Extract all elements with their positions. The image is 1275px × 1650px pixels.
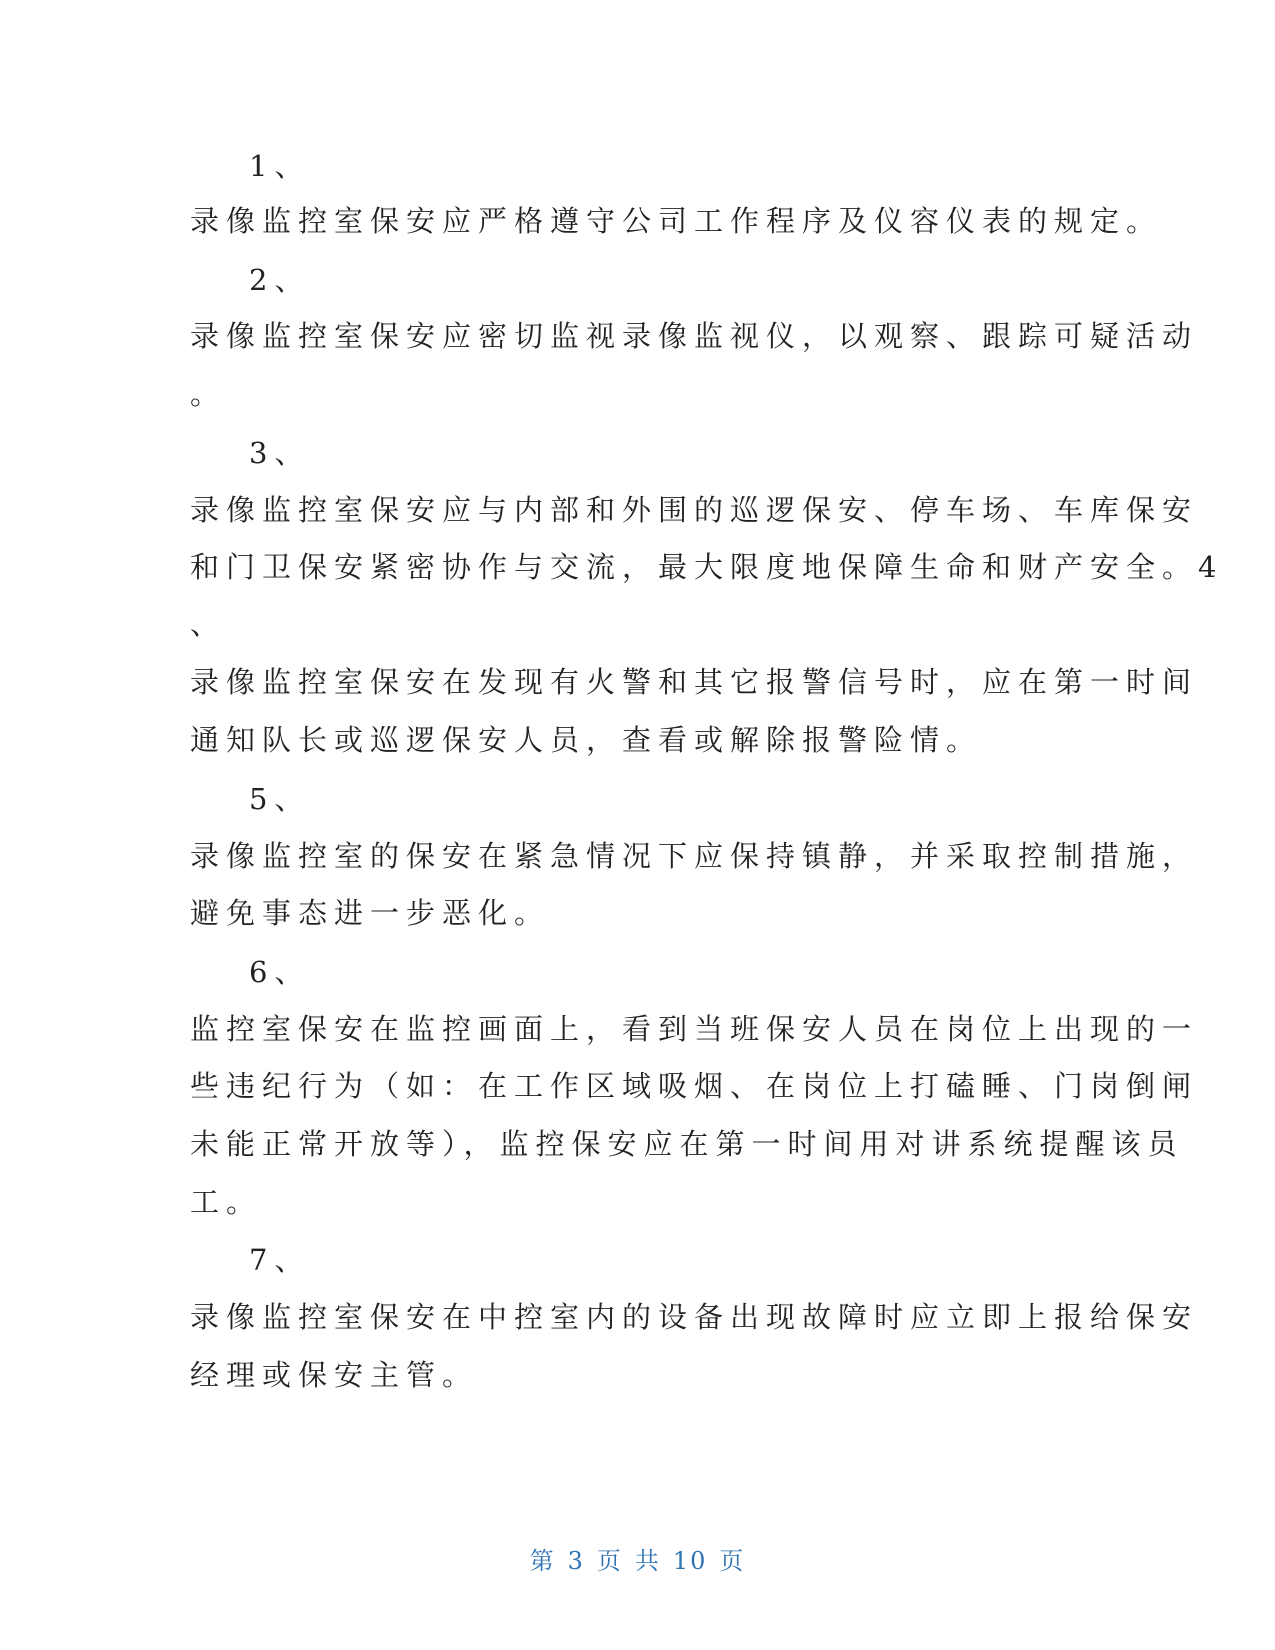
footer-label-ye: 页 <box>596 1547 623 1575</box>
paragraph-line: 录像监控室保安在发现有火警和其它报警信号时，应在第一时间 <box>190 665 1199 699</box>
item-number: 1、 <box>249 149 311 183</box>
paragraph-line: 避免事态进一步恶化。 <box>190 896 551 930</box>
item-number: 5、 <box>249 782 311 816</box>
paragraph-line: 录像监控室保安应与内部和外围的巡逻保安、停车场、车库保安 <box>190 493 1199 527</box>
paragraph-line: 未能正常开放等），监控保安应在第一时间用对讲系统提醒该员 <box>190 1127 1184 1161</box>
item-number: 3、 <box>249 436 311 470</box>
paragraph-line: 。 <box>190 377 227 411</box>
paragraph-line: 工。 <box>190 1185 263 1219</box>
item-number: 6、 <box>249 955 311 989</box>
paragraph-line: 录像监控室保安应严格遵守公司工作程序及仪容仪表的规定。 <box>190 204 1163 238</box>
paragraph-line: 通知队长或巡逻保安人员，查看或解除报警险情。 <box>190 723 983 757</box>
item-number: 7、 <box>249 1243 311 1277</box>
footer-label-di: 第 <box>529 1547 556 1575</box>
paragraph-line: 录像监控室保安应密切监视录像监视仪，以观察、跟踪可疑活动 <box>190 319 1199 353</box>
footer-label-gong: 共 <box>634 1547 661 1575</box>
paragraph-line: 监控室保安在监控画面上，看到当班保安人员在岗位上出现的一 <box>190 1012 1199 1046</box>
item-number: 2、 <box>249 263 311 297</box>
paragraph-line: 和门卫保安紧密协作与交流，最大限度地保障生命和财产安全。4 <box>190 550 1224 584</box>
paragraph-line: 些违纪行为（如：在工作区域吸烟、在岗位上打磕睡、门岗倒闸 <box>190 1069 1199 1103</box>
paragraph-line: 录像监控室的保安在紧急情况下应保持镇静，并采取控制措施， <box>190 839 1199 873</box>
page-footer <box>0 1541 1275 1576</box>
total-pages-number: 10 <box>672 1547 708 1575</box>
paragraph-line: 录像监控室保安在中控室内的设备出现故障时应立即上报给保安 <box>190 1300 1199 1334</box>
paragraph-line: 、 <box>190 607 227 641</box>
current-page-number: 3 <box>567 1547 585 1575</box>
paragraph-line: 经理或保安主管。 <box>190 1358 479 1392</box>
footer-label-ye: 页 <box>719 1547 746 1575</box>
